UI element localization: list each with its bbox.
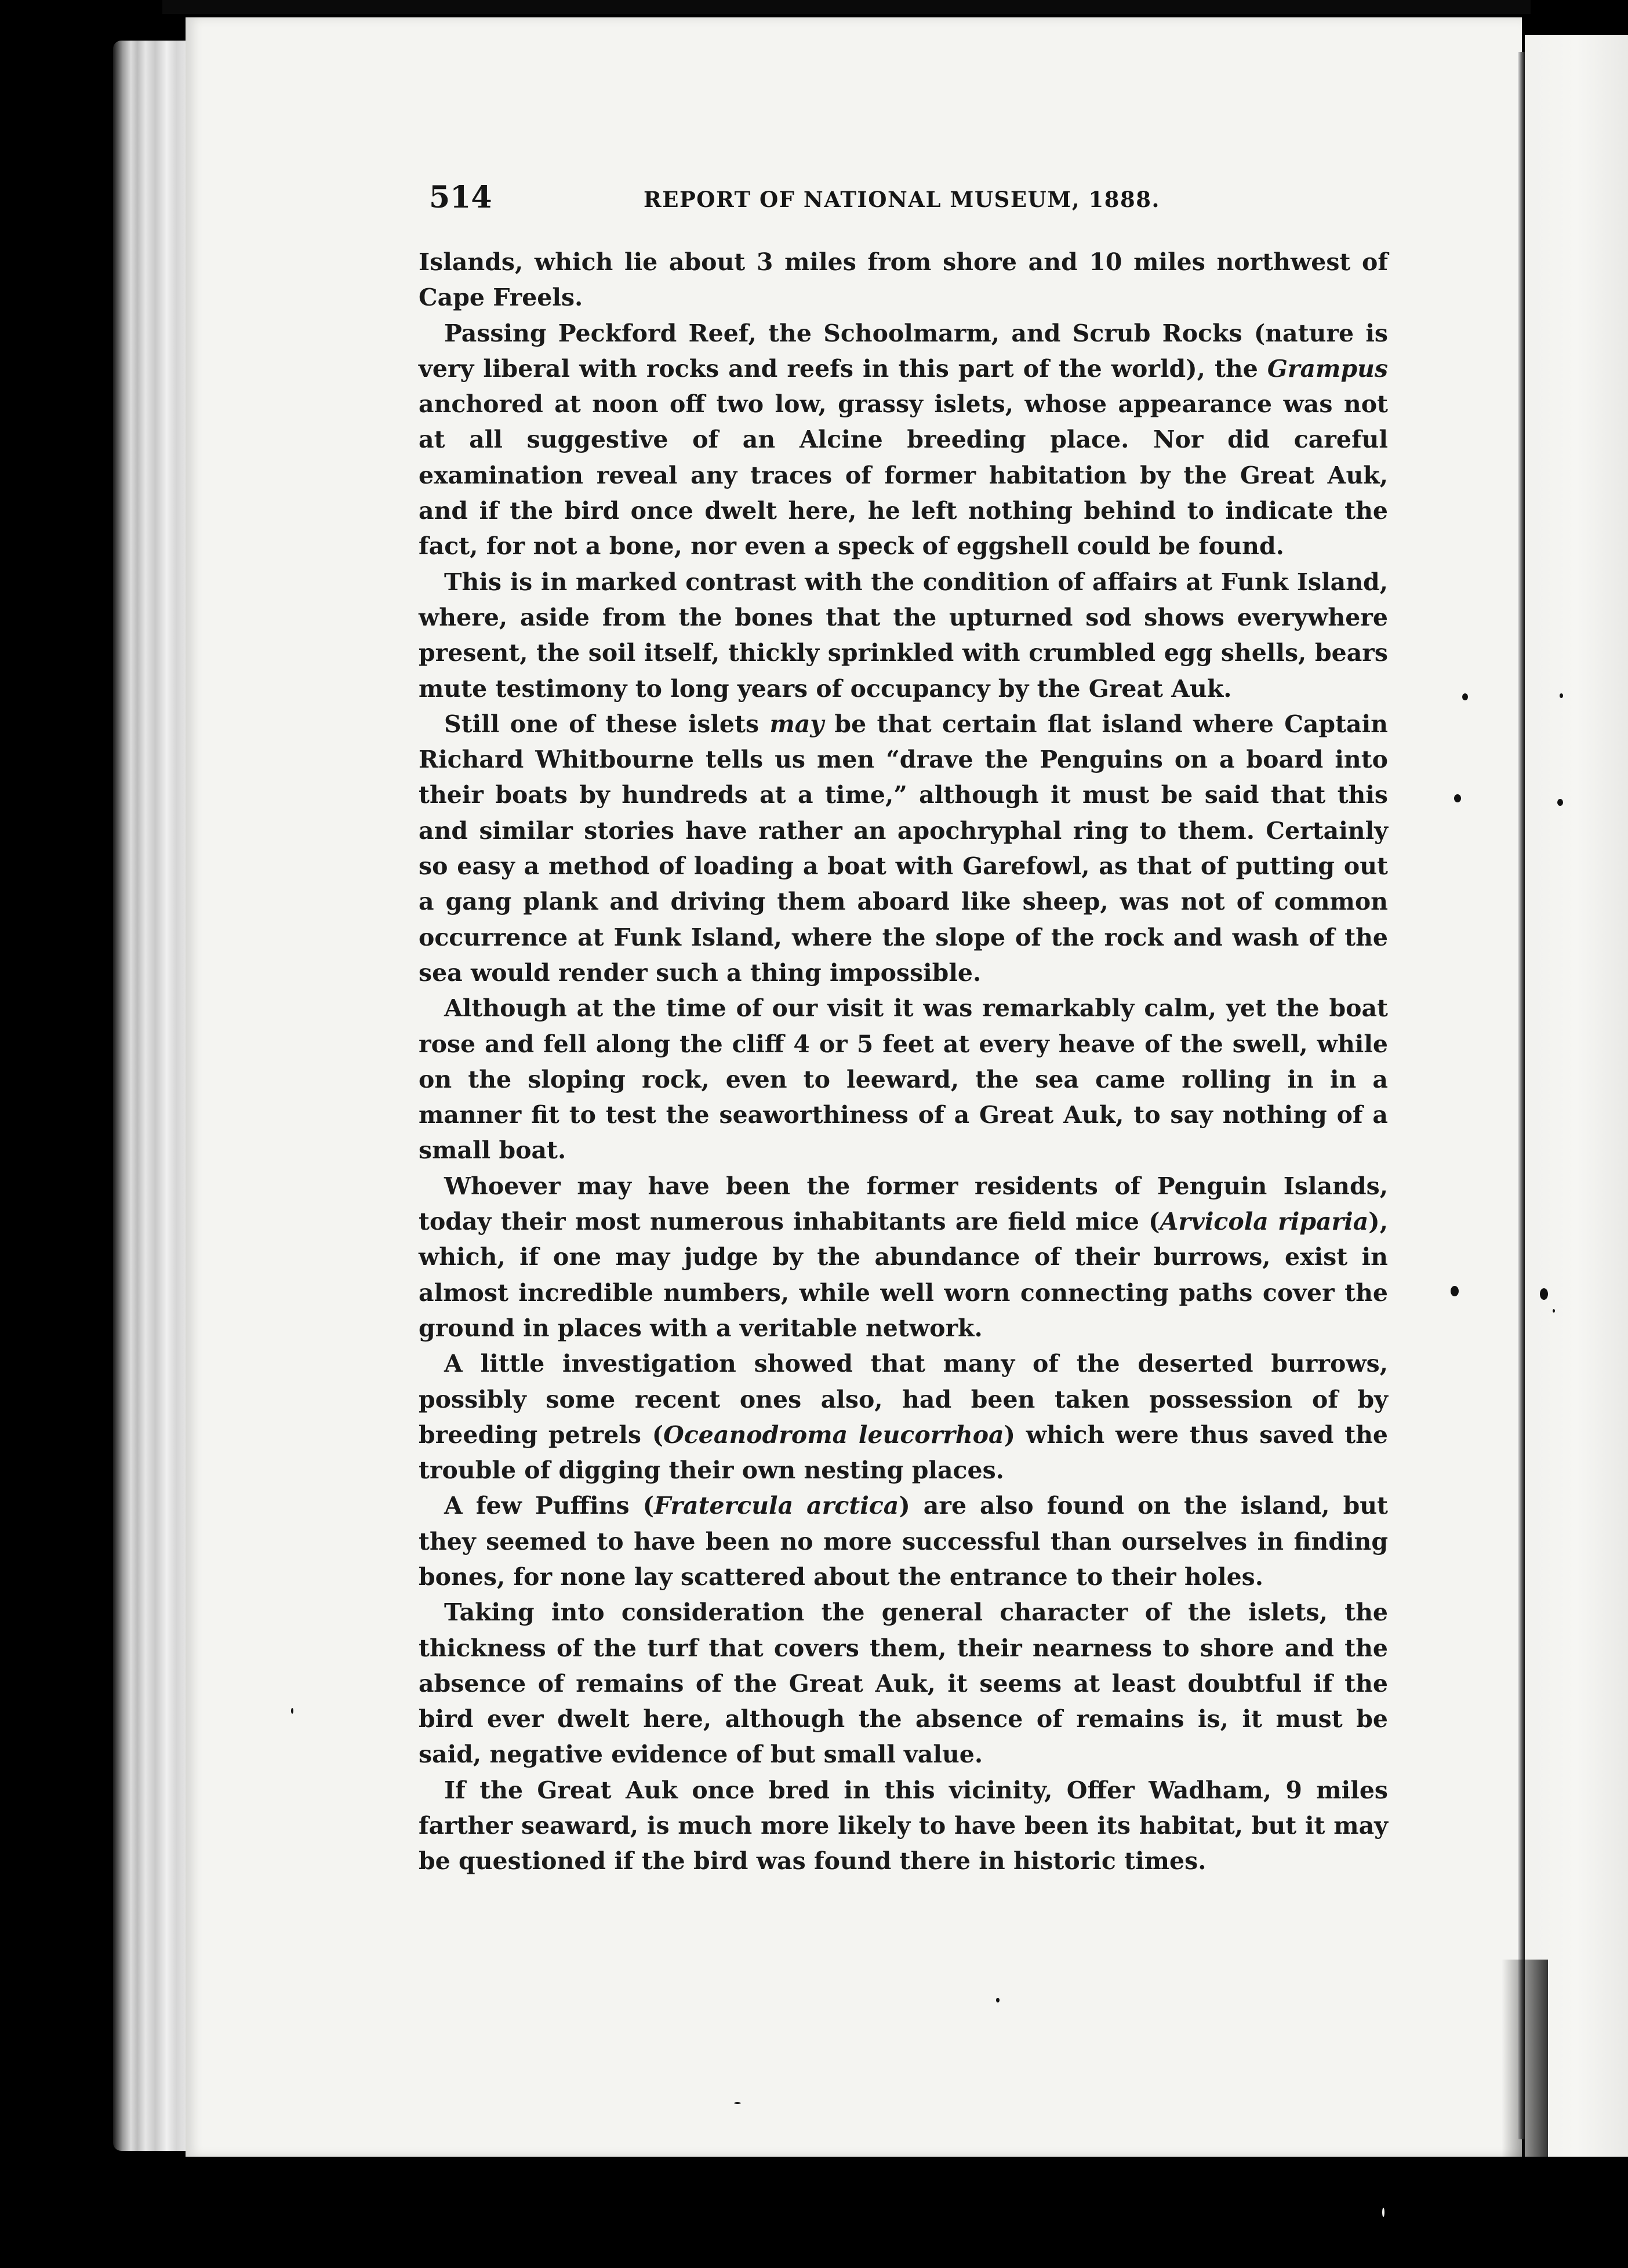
text-run: If the Great Auk once bred in this vicinity, Offer Wadham, 9 miles farther seaward, is much more likely to have been its habitat, but it may be questioned if the bird was found there in historic times. xyxy=(419,1776,1388,1876)
italic-term: Arvicola riparia xyxy=(1160,1208,1369,1236)
running-title: REPORT OF NATIONAL MUSEUM, 1888. xyxy=(644,187,1160,212)
text-run: Whoever may have been the former residents of Penguin Islands, today their most numerous inhabitants are field mice ( xyxy=(419,1172,1388,1236)
text-run: Taking into consideration the general character of the islets, the thickness of the turf that covers them, their nearness to shore and the absence of remains of the Great Auk, it seems at least doubtful if the bird ever dwelt here, although the absence of remains is, it must be said, negative evidence of but small value. xyxy=(419,1598,1388,1769)
ink-speck xyxy=(1540,1288,1548,1300)
italic-term: Fratercula arctica xyxy=(654,1492,899,1520)
paragraph xyxy=(419,707,1388,991)
page-number: 514 xyxy=(429,180,492,215)
text-run: This is in marked contrast with the condition of affairs at Funk Island, where, aside from the bones that the upturned sod shows everywhere present, the soil itself, thickly sprinkled with crumbled egg shells, bears mute testimony to long years of occupancy by the Great Auk. xyxy=(419,568,1388,703)
paragraph xyxy=(419,316,1388,565)
text-run: A few Puffins ( xyxy=(444,1492,655,1520)
paragraph xyxy=(419,1169,1388,1346)
paragraph xyxy=(419,991,1388,1168)
italic-term: Oceanodroma leucorrhoa xyxy=(663,1420,1004,1449)
page-edges xyxy=(113,41,194,2151)
paragraph xyxy=(419,565,1388,707)
paragraph xyxy=(419,1488,1388,1595)
ink-speck xyxy=(1557,799,1563,806)
text-run: be that certain flat island where Captain Richard Whitbourne tells us men “drave the Penguins on a board into their boats by hundreds at a time,” although it must be said that this and similar stories have rather an apochryphal ring to them. Certainly so easy a method of loading a boat with Garefowl, as that of putting out a gang plank and driving them aboard like sheep, was not of common occurrence at Funk Island, where the slope of the rock and wash of the sea would render such a thing impossible. xyxy=(419,710,1388,987)
text-run: ) which were thus saved the trouble of digging their own nesting places. xyxy=(419,1420,1389,1485)
text-run: ) are also found on the island, but they seemed to have been no more successful than ourselves in finding bones, for none lay scattered about the entrance to their holes. xyxy=(419,1492,1388,1591)
text-run: anchored at noon off two low, grassy islets, whose appearance was not at all suggestive of an Alcine breeding place. Nor did careful examination reveal any traces of former habitation by the Great Auk, and if the bird once dwelt here, he left nothing behind to indicate the fact, for not a bone, nor even a speck of eggshell could be found. xyxy=(419,390,1388,561)
italic-term: may xyxy=(769,710,824,738)
ink-speck xyxy=(734,2102,741,2104)
text-run: Islands, which lie about 3 miles from shore and 10 miles northwest of Cape Freels. xyxy=(419,248,1388,312)
text-run: ), which, if one may judge by the abundance of their burrows, exist in almost incredible numbers, while well worn connecting paths cover the ground in places with a veritable network. xyxy=(419,1208,1388,1342)
ink-speck xyxy=(1382,2208,1384,2217)
paragraph xyxy=(419,1595,1388,1772)
paragraph xyxy=(419,1773,1388,1880)
italic-term: Grampus xyxy=(1267,354,1388,383)
ink-speck xyxy=(996,1998,1000,2002)
ink-speck xyxy=(291,1708,293,1714)
text-run: Still one of these islets xyxy=(444,710,770,738)
ink-speck xyxy=(1454,794,1461,802)
text-run: Although at the time of our visit it was remarkably calm, yet the boat rose and fell along the cliff 4 or 5 feet at every heave of the swell, while on the sloping rock, even to leeward, the sea came rolling in in a manner fit to test the seaworthiness of a Great Auk, to say nothing of a small boat. xyxy=(419,994,1388,1165)
scan-border-top xyxy=(162,0,1531,14)
text-run: A little investigation showed that many of the deserted burrows, possibly some recent ones also, had been taken possession of by breeding petrels ( xyxy=(419,1350,1388,1449)
ink-speck xyxy=(1451,1286,1459,1296)
right-margin-shadow xyxy=(1502,1960,1548,2168)
paragraph xyxy=(419,245,1388,316)
ink-speck xyxy=(1560,693,1563,698)
ink-speck xyxy=(1462,693,1468,700)
ink-speck xyxy=(1553,1309,1555,1313)
text-run: Passing Peckford Reef, the Schoolmarm, and Scrub Rocks (nature is very liberal with rocks and reefs in this part of the world), the xyxy=(419,319,1388,383)
paragraph xyxy=(419,1346,1388,1488)
page-fold xyxy=(1518,52,1525,2139)
body-text xyxy=(419,245,1388,1880)
right-margin xyxy=(1525,35,1628,2268)
